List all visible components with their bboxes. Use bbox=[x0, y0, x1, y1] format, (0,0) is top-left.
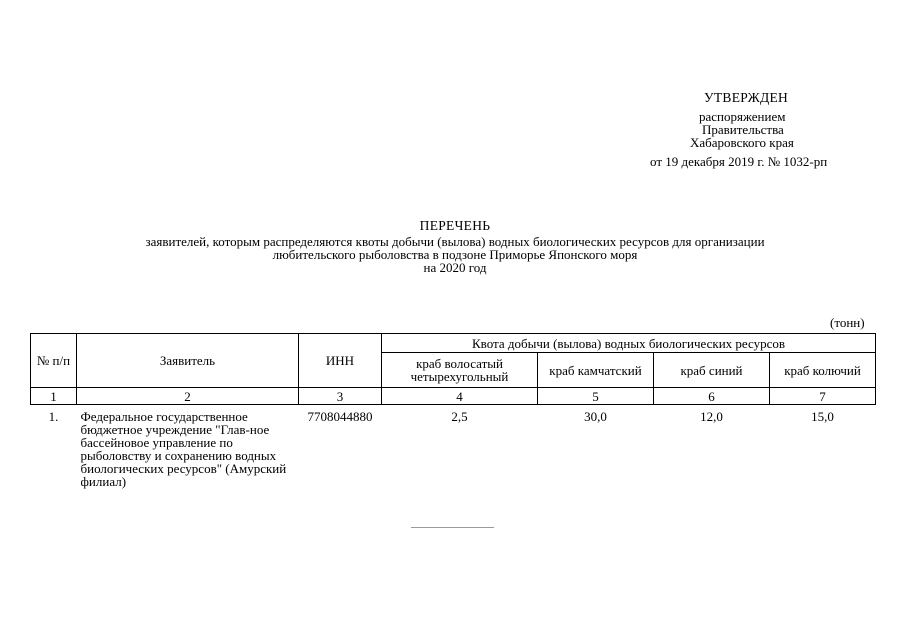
cell-applicant: Федеральное государственное бюджетное учреждение "Глав-ное бассейновое управление по рыболовству и сохранению водных биологических ресурсов" (Амурский филиал) bbox=[77, 405, 299, 489]
approval-title: УТВЕРЖДЕН bbox=[704, 90, 789, 105]
column-number: 3 bbox=[299, 388, 382, 405]
document-subtitle-line-2: любительского рыболовства в подзоне Приморье Японского моря bbox=[272, 247, 638, 262]
approval-line-2: Правительства bbox=[702, 122, 784, 137]
column-number: 5 bbox=[538, 388, 654, 405]
cell-crab-hairy: 2,5 bbox=[382, 405, 538, 489]
approval-line-3: Хабаровского края bbox=[690, 135, 794, 150]
cell-crab-blue: 12,0 bbox=[654, 405, 770, 489]
column-number: 4 bbox=[382, 388, 538, 405]
cell-row-number: 1. bbox=[31, 405, 77, 489]
header-applicant: Заявитель bbox=[77, 334, 299, 388]
column-number-row bbox=[31, 388, 876, 405]
document-title: ПЕРЕЧЕНЬ bbox=[419, 218, 491, 233]
column-number: 6 bbox=[654, 388, 770, 405]
document-subtitle-line-1: заявителей, которым распределяются квоты добычи (вылова) водных биологических ресурсов для организации bbox=[145, 234, 765, 249]
table-row bbox=[31, 405, 876, 489]
quota-table bbox=[30, 333, 876, 488]
header-crab-blue: краб синий bbox=[654, 353, 770, 388]
document-heading bbox=[40, 219, 870, 274]
footer-divider bbox=[411, 527, 494, 528]
column-number: 1 bbox=[31, 388, 77, 405]
column-number: 7 bbox=[770, 388, 876, 405]
column-number: 2 bbox=[77, 388, 299, 405]
cell-inn: 7708044880 bbox=[299, 405, 382, 489]
header-crab-hairy: краб волосатый четырехугольный bbox=[382, 353, 538, 388]
header-inn: ИНН bbox=[299, 334, 382, 388]
header-crab-kamchatka: краб камчатский bbox=[538, 353, 654, 388]
header-row-number: № п/п bbox=[31, 334, 77, 388]
document-subtitle-line-3: на 2020 год bbox=[423, 260, 487, 275]
units-label: (тонн) bbox=[830, 315, 865, 330]
header-quota-group: Квота добычи (вылова) водных биологических ресурсов bbox=[382, 334, 876, 353]
approval-line-1: распоряжением bbox=[699, 109, 786, 124]
cell-crab-spiny: 15,0 bbox=[770, 405, 876, 489]
approval-date-number: от 19 декабря 2019 г. № 1032-рп bbox=[650, 154, 828, 169]
header-crab-spiny: краб колючий bbox=[770, 353, 876, 388]
cell-crab-kamchatka: 30,0 bbox=[538, 405, 654, 489]
